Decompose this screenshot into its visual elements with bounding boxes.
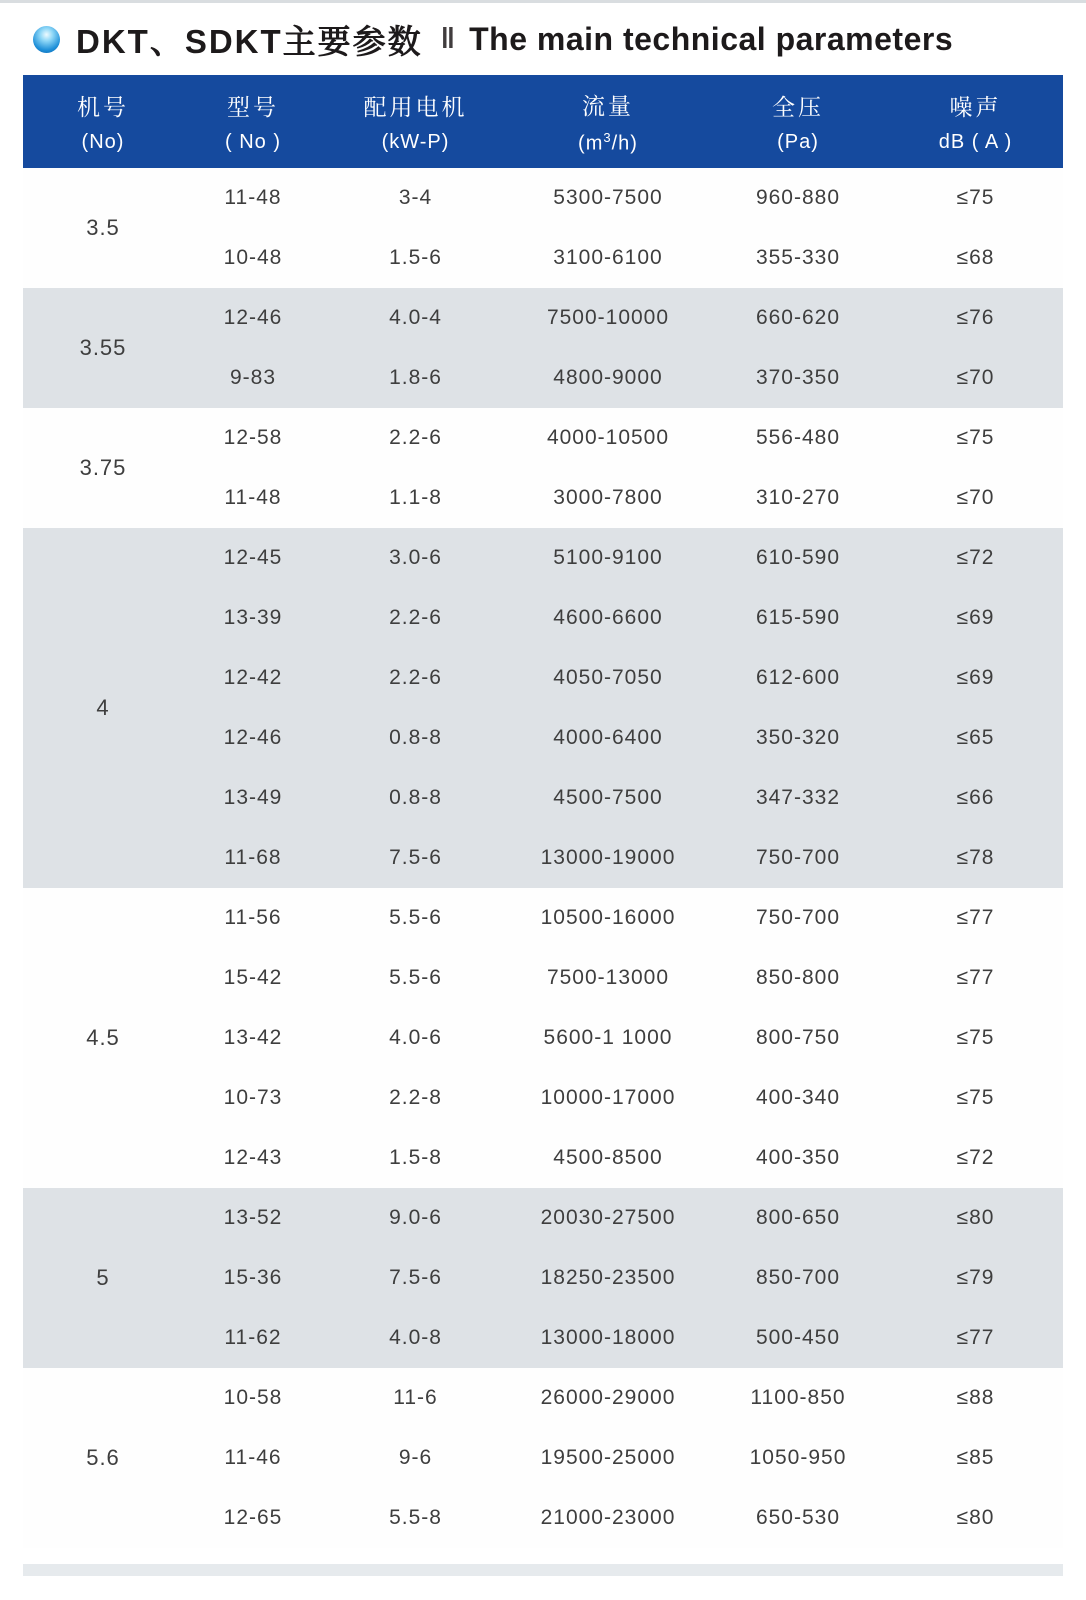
cell-pressure: 350-320 xyxy=(755,726,841,749)
cell-flow: 18250-23500 xyxy=(540,1266,676,1289)
cell-motor: 2.2-8 xyxy=(389,1086,442,1109)
cell-motor: 4.0-4 xyxy=(389,306,442,329)
cell-flow: 5100-9100 xyxy=(553,546,663,569)
cell-pressure: 400-350 xyxy=(755,1146,841,1169)
cell-flow: 4600-6600 xyxy=(553,606,663,629)
cell-noise: ≤77 xyxy=(956,1326,995,1349)
cell-flow: 13000-19000 xyxy=(540,846,676,869)
parameters-table xyxy=(23,75,1063,1548)
column-header-pressure: 全压 (Pa) xyxy=(772,94,824,153)
table-header-row xyxy=(23,75,1063,168)
cell-model: 11-56 xyxy=(224,906,282,929)
cell-flow: 4800-9000 xyxy=(553,366,663,389)
cell-motor: 0.8-8 xyxy=(389,726,442,749)
cell-noise: ≤68 xyxy=(956,246,995,269)
table-group-3_75 xyxy=(23,408,1063,528)
cell-pressure: 850-700 xyxy=(755,1266,841,1289)
cell-flow: 3100-6100 xyxy=(553,246,663,269)
cell-motor: 3-4 xyxy=(398,186,433,209)
cell-noise: ≤66 xyxy=(956,786,995,809)
cell-flow: 21000-23000 xyxy=(540,1506,676,1529)
cell-pressure: 400-340 xyxy=(755,1086,841,1109)
cell-pressure: 500-450 xyxy=(755,1326,841,1349)
cell-model: 12-58 xyxy=(223,426,283,449)
cell-noise: ≤75 xyxy=(956,1086,995,1109)
cell-flow: 4500-7500 xyxy=(553,786,663,809)
group-no: 4 xyxy=(96,695,110,720)
group-no: 4.5 xyxy=(86,1025,120,1050)
cell-model: 11-46 xyxy=(224,1446,282,1469)
cell-pressure: 750-700 xyxy=(755,906,841,929)
group-no: 3.5 xyxy=(86,215,120,240)
cell-model: 10-73 xyxy=(223,1086,283,1109)
cell-noise: ≤85 xyxy=(956,1446,995,1469)
cell-model: 13-52 xyxy=(223,1206,283,1229)
cell-pressure: 960-880 xyxy=(755,186,841,209)
cell-model: 11-48 xyxy=(224,486,282,509)
table-group-3_5 xyxy=(23,168,1063,288)
cell-model: 12-65 xyxy=(223,1506,283,1529)
cell-noise: ≤65 xyxy=(956,726,995,749)
cell-model: 13-49 xyxy=(223,786,283,809)
cell-noise: ≤76 xyxy=(956,306,995,329)
cell-model: 11-68 xyxy=(224,846,282,869)
cell-motor: 1.1-8 xyxy=(389,486,442,509)
table-group-4_5 xyxy=(23,888,1063,1188)
cell-flow: 3000-7800 xyxy=(553,486,663,509)
cell-pressure: 750-700 xyxy=(755,846,841,869)
cell-noise: ≤88 xyxy=(956,1386,995,1409)
cell-flow: 4000-10500 xyxy=(546,426,670,449)
cell-motor: 9.0-6 xyxy=(389,1206,442,1229)
cell-pressure: 310-270 xyxy=(755,486,841,509)
cell-motor: 2.2-6 xyxy=(389,666,442,689)
title-separator: ‖ xyxy=(440,22,456,55)
cell-flow: 10500-16000 xyxy=(540,906,676,929)
cell-pressure: 660-620 xyxy=(755,306,841,329)
title-english: The main technical parameters xyxy=(469,20,954,57)
cell-motor: 4.0-6 xyxy=(389,1026,442,1049)
cell-pressure: 800-750 xyxy=(755,1026,841,1049)
cell-noise: ≤72 xyxy=(956,1146,995,1169)
cell-noise: ≤75 xyxy=(956,426,995,449)
cell-flow: 5600-1 1000 xyxy=(543,1026,673,1049)
cell-flow: 10000-17000 xyxy=(540,1086,676,1109)
column-header-model: 型号 ( No ) xyxy=(225,94,281,153)
cell-model: 10-48 xyxy=(223,246,283,269)
cell-model: 11-62 xyxy=(224,1326,282,1349)
group-no: 5.6 xyxy=(86,1445,120,1470)
cell-noise: ≤75 xyxy=(956,1026,995,1049)
cell-pressure: 800-650 xyxy=(755,1206,841,1229)
cell-flow: 4500-8500 xyxy=(553,1146,663,1169)
cell-motor: 7.5-6 xyxy=(389,1266,442,1289)
cell-motor: 9-6 xyxy=(398,1446,433,1469)
cell-noise: ≤79 xyxy=(956,1266,995,1289)
blue-dot-icon xyxy=(33,26,60,53)
cell-model: 13-39 xyxy=(223,606,283,629)
cell-pressure: 612-600 xyxy=(755,666,841,689)
cell-model: 12-46 xyxy=(223,726,283,749)
cell-model: 12-45 xyxy=(223,546,283,569)
cell-motor: 2.2-6 xyxy=(389,606,442,629)
cell-flow: 19500-25000 xyxy=(540,1446,676,1469)
group-no: 5 xyxy=(96,1265,110,1290)
cell-flow: 26000-29000 xyxy=(540,1386,676,1409)
cell-model: 12-43 xyxy=(223,1146,283,1169)
cell-noise: ≤80 xyxy=(956,1506,995,1529)
cell-pressure: 347-332 xyxy=(755,786,841,809)
cell-model: 12-46 xyxy=(223,306,283,329)
cell-pressure: 1050-950 xyxy=(749,1446,847,1469)
cell-motor: 4.0-8 xyxy=(389,1326,442,1349)
cell-model: 9-83 xyxy=(229,366,277,389)
cell-noise: ≤72 xyxy=(956,546,995,569)
table-group-5_6 xyxy=(23,1368,1063,1548)
cell-noise: ≤70 xyxy=(956,366,995,389)
cell-model: 12-42 xyxy=(223,666,283,689)
next-section-strip xyxy=(23,1564,1063,1576)
cell-pressure: 1100-850 xyxy=(750,1386,846,1409)
cell-flow: 4050-7050 xyxy=(553,666,663,689)
cell-flow: 5300-7500 xyxy=(553,186,663,209)
cell-motor: 11-6 xyxy=(393,1386,438,1409)
cell-noise: ≤70 xyxy=(956,486,995,509)
cell-noise: ≤77 xyxy=(956,966,995,989)
cell-motor: 2.2-6 xyxy=(389,426,442,449)
cell-motor: 1.5-8 xyxy=(389,1146,442,1169)
table-group-3_55 xyxy=(23,288,1063,408)
cell-pressure: 370-350 xyxy=(755,366,841,389)
cell-pressure: 850-800 xyxy=(755,966,841,989)
table-group-4 xyxy=(23,528,1063,888)
group-no: 3.75 xyxy=(79,455,127,480)
cell-noise: ≤77 xyxy=(956,906,995,929)
table-group-5 xyxy=(23,1188,1063,1368)
cell-model: 15-42 xyxy=(223,966,283,989)
page-top-edge xyxy=(0,0,1086,3)
cell-pressure: 615-590 xyxy=(755,606,841,629)
cell-motor: 1.8-6 xyxy=(389,366,442,389)
cell-motor: 7.5-6 xyxy=(389,846,442,869)
cell-model: 13-42 xyxy=(223,1026,283,1049)
cell-motor: 5.5-8 xyxy=(389,1506,442,1529)
cell-pressure: 650-530 xyxy=(755,1506,841,1529)
cell-noise: ≤69 xyxy=(956,606,995,629)
cell-flow: 13000-18000 xyxy=(540,1326,676,1349)
cell-motor: 5.5-6 xyxy=(389,906,442,929)
column-header-machine-no: 机号 (No) xyxy=(77,94,129,153)
title-chinese: DKT、SDKT主要参数 xyxy=(76,22,423,60)
cell-flow: 20030-27500 xyxy=(540,1206,676,1229)
cell-noise: ≤78 xyxy=(956,846,995,869)
column-header-motor: 配用电机 (kW-P) xyxy=(363,94,468,153)
cell-pressure: 355-330 xyxy=(755,246,841,269)
column-header-noise: 噪声 dB ( A ) xyxy=(938,94,1013,153)
group-no: 3.55 xyxy=(79,335,127,360)
cell-pressure: 610-590 xyxy=(755,546,841,569)
cell-motor: 1.5-6 xyxy=(389,246,442,269)
cell-flow: 7500-10000 xyxy=(546,306,670,329)
cell-motor: 3.0-6 xyxy=(389,546,442,569)
cell-motor: 0.8-8 xyxy=(389,786,442,809)
cell-pressure: 556-480 xyxy=(755,426,841,449)
column-header-flow: 流量 $(m^3/h)$ xyxy=(578,92,638,155)
page-title xyxy=(0,0,1086,58)
cell-model: 10-58 xyxy=(223,1386,283,1409)
cell-model: 15-36 xyxy=(223,1266,283,1289)
cell-flow: 7500-13000 xyxy=(546,966,670,989)
cell-motor: 5.5-6 xyxy=(389,966,442,989)
cell-noise: ≤69 xyxy=(956,666,995,689)
cell-flow: 4000-6400 xyxy=(553,726,663,749)
cell-noise: ≤80 xyxy=(956,1206,995,1229)
cell-noise: ≤75 xyxy=(956,186,995,209)
cell-model: 11-48 xyxy=(224,186,282,209)
